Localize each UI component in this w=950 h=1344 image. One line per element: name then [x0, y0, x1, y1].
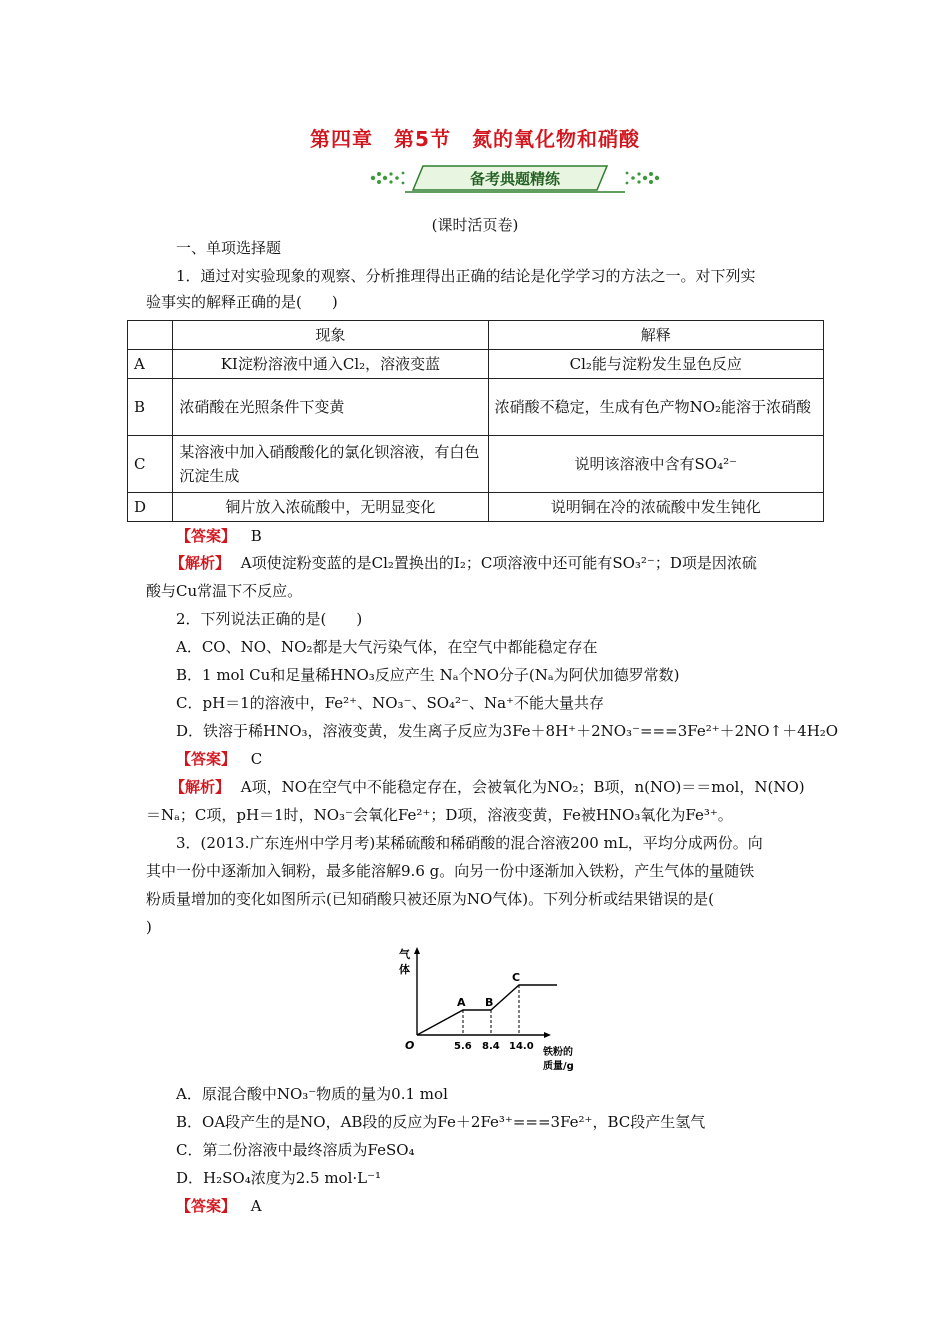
- x-axis-arrow: [544, 1032, 551, 1038]
- q2-option: B．1 mol Cu和足量稀HNO₃反应产生 Nₐ个NO分子(Nₐ为阿伏加德罗常数): [176, 666, 680, 684]
- y-axis-arrow: [414, 947, 420, 954]
- table-header-cell: 现象: [173, 321, 488, 350]
- dots-left-decoration: [371, 172, 405, 185]
- analysis-text: A项使淀粉变蓝的是Cl₂置换出的I₂；C项溶液中还可能有SO₃²⁻；D项是因浓硫: [240, 554, 757, 572]
- q2-option: C．pH＝1的溶液中，Fe²⁺、NO₃⁻、SO₄²⁻、Na⁺不能大量共存: [176, 694, 604, 712]
- q3-option: C．第二份溶液中最终溶质为FeSO₄: [176, 1141, 415, 1159]
- option-cell: D: [128, 493, 173, 522]
- section-banner: [365, 163, 665, 193]
- answer-label: 【答案】: [176, 1197, 237, 1215]
- dots-right-decoration: [626, 172, 660, 185]
- option-cell: C: [128, 436, 173, 493]
- q3-answer: [176, 1196, 262, 1216]
- point-label-c: C: [512, 971, 521, 984]
- explanation-cell: 说明该溶液中含有SO₄²⁻: [488, 436, 823, 493]
- analysis-text: A项，NO在空气中不能稳定存在，会被氧化为NO₂；B项，n(NO)＝＝mol，N(NO): [240, 778, 805, 796]
- q3-stem-line: 3．(2013.广东连州中学月考)某稀硫酸和稀硝酸的混合溶液200 mL，平均分成两份。向: [176, 834, 763, 852]
- x-tick-label: 8.4: [482, 1041, 500, 1052]
- q3-option: D．H₂SO₄浓度为2.5 mol·L⁻¹: [176, 1169, 382, 1187]
- point-label-b: B: [485, 996, 494, 1009]
- point-label-a: A: [457, 996, 466, 1009]
- q2-option: D．铁溶于稀HNO₃，溶液变黄，发生离子反应为3Fe＋8H⁺＋2NO₃⁻===3Fe²⁺＋2NO↑＋4H₂O: [176, 722, 839, 740]
- q2-answer: [176, 749, 262, 769]
- table-header-row: [128, 321, 824, 350]
- q2-stem: 2．下列说法正确的是( ): [176, 610, 363, 628]
- q1-analysis-line: 酸与Cu常温下不反应。: [146, 582, 303, 600]
- q3-option: A．原混合酸中NO₃⁻物质的量为0.1 mol: [176, 1085, 448, 1103]
- x-tick-label: 14.0: [509, 1041, 534, 1052]
- subtitle: (课时活页卷): [431, 216, 519, 234]
- page-title: 第四章 第5节 氮的氧化物和硝酸: [310, 127, 640, 151]
- analysis-label: 【解析】: [170, 778, 231, 796]
- table-row: [128, 493, 824, 522]
- q3-stem-line: 其中一份中逐渐加入铜粉，最多能溶解9.6 g。向另一份中逐渐加入铁粉，产生气体的量随铁: [146, 862, 755, 880]
- q2-analysis: [170, 777, 805, 797]
- phenomenon-cell: 浓硝酸在光照条件下变黄: [173, 379, 488, 436]
- phenomenon-cell: KI淀粉溶液中通入Cl₂，溶液变蓝: [173, 350, 488, 379]
- explanation-cell: 浓硝酸不稳定，生成有色产物NO₂能溶于浓硝酸: [488, 379, 823, 436]
- explanation-cell: Cl₂能与淀粉发生显色反应: [488, 350, 823, 379]
- x-tick-label: 5.6: [454, 1041, 472, 1052]
- phenomenon-cell: 铜片放入浓硫酸中，无明显变化: [173, 493, 488, 522]
- q1-answer: [176, 526, 262, 546]
- q3-option: B．OA段产生的是NO，AB段的反应为Fe＋2Fe³⁺===3Fe²⁺，BC段产生氢气: [176, 1113, 706, 1131]
- gas-vs-iron-graph: [395, 943, 595, 1075]
- explanation-cell: 说明铜在冷的浓硫酸中发生钝化: [488, 493, 823, 522]
- option-cell: B: [128, 379, 173, 436]
- x-axis-label: 铁粉的: [543, 1047, 573, 1058]
- table-row: [128, 350, 824, 379]
- answer-label: 【答案】: [176, 527, 237, 545]
- table-header-cell: [128, 321, 173, 350]
- x-axis-label: 质量/g: [543, 1061, 574, 1072]
- phenomenon-cell: 某溶液中加入硝酸酸化的氯化钡溶液，有白色沉淀生成: [173, 436, 488, 493]
- q1-stem-line: 1．通过对实验现象的观察、分析推理得出正确的结论是化学学习的方法之一。对下列实: [176, 267, 756, 285]
- q1-analysis: [170, 553, 757, 573]
- q2-analysis-line: ＝Nₐ；C项，pH＝1时，NO₃⁻会氧化Fe²⁺；D项，溶液变黄，Fe被HNO₃氧化为Fe³⁺。: [146, 806, 733, 824]
- gas-curve: [417, 985, 557, 1035]
- option-cell: A: [128, 350, 173, 379]
- y-axis-label: 气: [399, 948, 410, 961]
- q3-stem-line: ): [146, 918, 152, 936]
- y-axis-label: 体: [399, 963, 410, 976]
- section-heading: 一、单项选择题: [176, 239, 282, 257]
- table-header-cell: 解释: [488, 321, 823, 350]
- banner-label: 备考典题精练: [469, 170, 561, 188]
- q1-stem-line: 验事实的解释正确的是( ): [146, 293, 338, 311]
- answer-value: B: [250, 527, 262, 545]
- origin-label: O: [405, 1039, 415, 1052]
- q3-stem-line: 粉质量增加的变化如图所示(已知硝酸只被还原为NO气体)。下列分析或结果错误的是(: [146, 890, 714, 908]
- q1-table: [127, 320, 824, 522]
- answer-value: C: [250, 750, 263, 768]
- answer-label: 【答案】: [176, 750, 237, 768]
- analysis-label: 【解析】: [170, 554, 231, 572]
- table-row: [128, 436, 824, 493]
- q2-option: A．CO、NO、NO₂都是大气污染气体，在空气中都能稳定存在: [176, 638, 598, 656]
- table-row: [128, 379, 824, 436]
- answer-value: A: [250, 1197, 262, 1215]
